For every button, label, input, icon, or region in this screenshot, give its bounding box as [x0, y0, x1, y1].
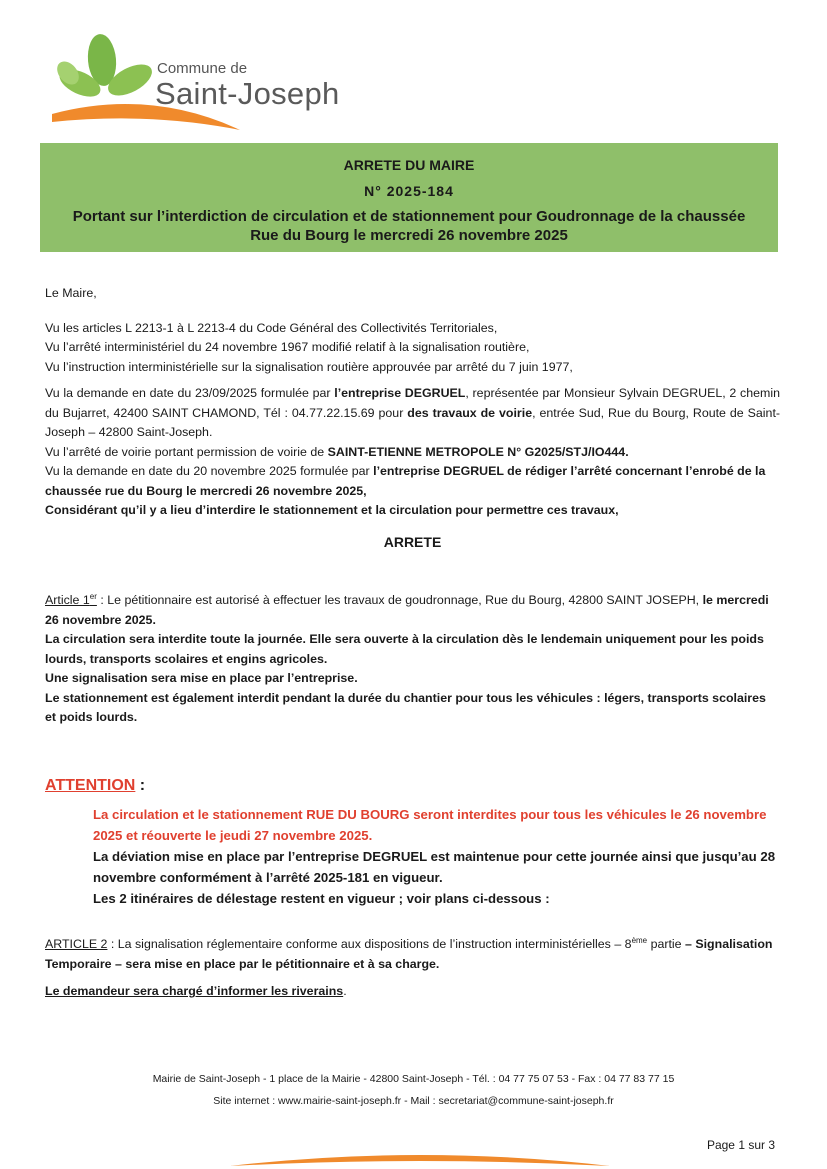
footer-address: Mairie de Saint-Joseph - 1 place de la Mairie - 42800 Saint-Joseph - Tél. : 04 77 75 07 53 - Fax : 04 77 83 77 15 — [152, 1073, 675, 1085]
article-2 — [45, 931, 780, 1002]
vu-5 — [45, 443, 780, 463]
attention-section — [45, 776, 780, 909]
article-1-line2: La circulation sera interdite toute la journée. Elle sera ouverte à la circulation dès le lendemain uniquement pour les poids lourds, transports scolaires et engins agricoles. — [45, 632, 764, 666]
article-1 — [45, 587, 780, 728]
leaf-icon — [53, 33, 157, 102]
vu-5-b: SAINT-ETIENNE METROPOLE N° G2025/STJ/IO444. — [327, 444, 629, 459]
vu-6-b: l’entreprise DEGRUEL de rédiger l’arrêté concernant l’enrobé de la chaussée rue du Bourg le mercredi 26 novembre 2025, — [45, 464, 766, 498]
vu-4-e: , entrée Sud, Rue du Bourg, Route de Saint-Joseph – 42800 Saint-Joseph. — [45, 405, 781, 439]
closing-text: Le demandeur sera chargé d’informer les riverains — [45, 984, 344, 999]
attention-line2: La déviation mise en place par l’entreprise DEGRUEL est maintenue pour cette journée ainsi que jusqu’au 28 novembre conformément à l’arrêté 2025-181 en vigueur. — [93, 848, 776, 885]
salutation: Le Maire, — [45, 286, 97, 300]
article-1-line4: Le stationnement est également interdit pendant la durée du chantier pour tous les véhicules : légers, transports scolaires et poids lourds. — [45, 690, 766, 725]
page-number: Page 1 sur 3 — [706, 1138, 775, 1152]
attention-label: ATTENTION — [45, 777, 136, 794]
vu-4-a: Vu la demande en date du 23/09/2025 formulée par — [45, 386, 335, 400]
article-1-label: Article 1er — [45, 592, 97, 608]
article-1-intro: Article 1er : Le pétitionnaire est autorisé à effectuer les travaux de goudronnage, Rue du Bourg, 42800 SAINT JOSEPH, le mercredi 26 novembre 2025. — [45, 592, 769, 627]
attention-red-text: La circulation et le stationnement RUE DU BOURG seront interdites pour tous les véhicules le 26 novembre 2025 et réouverte le jeudi 27 novembre 2025. — [93, 806, 767, 843]
arrete-heading: ARRETE — [383, 533, 442, 550]
vu-6 — [45, 462, 780, 501]
vu-6-a: Vu la demande en date du 20 novembre 2025 formulée par — [45, 464, 374, 478]
title-banner — [40, 143, 778, 252]
vu-4-b: l’entreprise DEGRUEL — [334, 386, 466, 400]
logo-line2: Saint-Joseph — [155, 76, 340, 111]
article-2-text: ARTICLE 2 : La signalisation réglementaire conforme aux dispositions de l’instruction interministérielles – 8ème partie – Signalisation Temporaire – sera mise en place par le pétitionnaire et à sa charge. — [45, 936, 773, 971]
article-1-text-a: Le pétitionnaire est autorisé à effectuer les travaux de goudronnage, Rue du Bourg, 42800 SAINT JOSEPH, — [107, 593, 703, 608]
vu-3: Vu l’instruction interministérielle sur la signalisation routière approuvée par arrêté du 7 juin 1977, — [45, 359, 573, 374]
vu-4 — [45, 384, 780, 443]
decree-title: ARRETE DU MAIRE — [343, 157, 475, 173]
article-1-line3: Une signalisation sera mise en place par l’entreprise. — [45, 671, 358, 686]
preamble — [45, 284, 780, 552]
decree-subject: Portant sur l’interdiction de circulation et de stationnement pour Goudronnage de la chaussée Rue du Bourg le mercredi 26 novembre 2025 — [72, 208, 746, 244]
attention-line3: Les 2 itinéraires de délestage restent en vigueur ; voir plans ci-dessous : — [93, 890, 550, 906]
logo-line1: Commune de — [157, 60, 248, 77]
decree-number: N° 2025-184 — [364, 183, 454, 199]
vu-4-d: des travaux de voirie — [407, 405, 533, 420]
vu-5-a: Vu l’arrêté de voirie portant permission de voirie de — [45, 444, 328, 459]
article-1-text-b: le mercredi 26 novembre 2025. — [45, 593, 769, 627]
considerant: Considérant qu’il y a lieu d’interdire le stationnement et la circulation pour permettre ces travaux, — [45, 503, 619, 517]
attention-heading: ATTENTION : — [45, 777, 146, 794]
vu-2: Vu l’arrêté interministériel du 24 novembre 1967 modifié relatif à la signalisation routière, — [45, 340, 530, 354]
vu-4-c: , représentée par Monsieur Sylvain DEGRUEL, 2 chemin du Bujarret, 42400 SAINT CHAMOND, Tél : 04.77.22.15.69 pour — [45, 386, 780, 420]
article-2-label: ARTICLE 2 — [45, 937, 108, 952]
footer-contact: Site internet : www.mairie-saint-joseph.fr - Mail : secretariat@commune-saint-joseph.fr — [213, 1095, 614, 1107]
closing-line: Le demandeur sera chargé d’informer les riverains. — [45, 984, 347, 999]
footer-swoosh-icon — [230, 1148, 610, 1168]
vu-1: Vu les articles L 2213-1 à L 2213-4 du Code Général des Collectivités Territoriales, — [45, 320, 498, 335]
